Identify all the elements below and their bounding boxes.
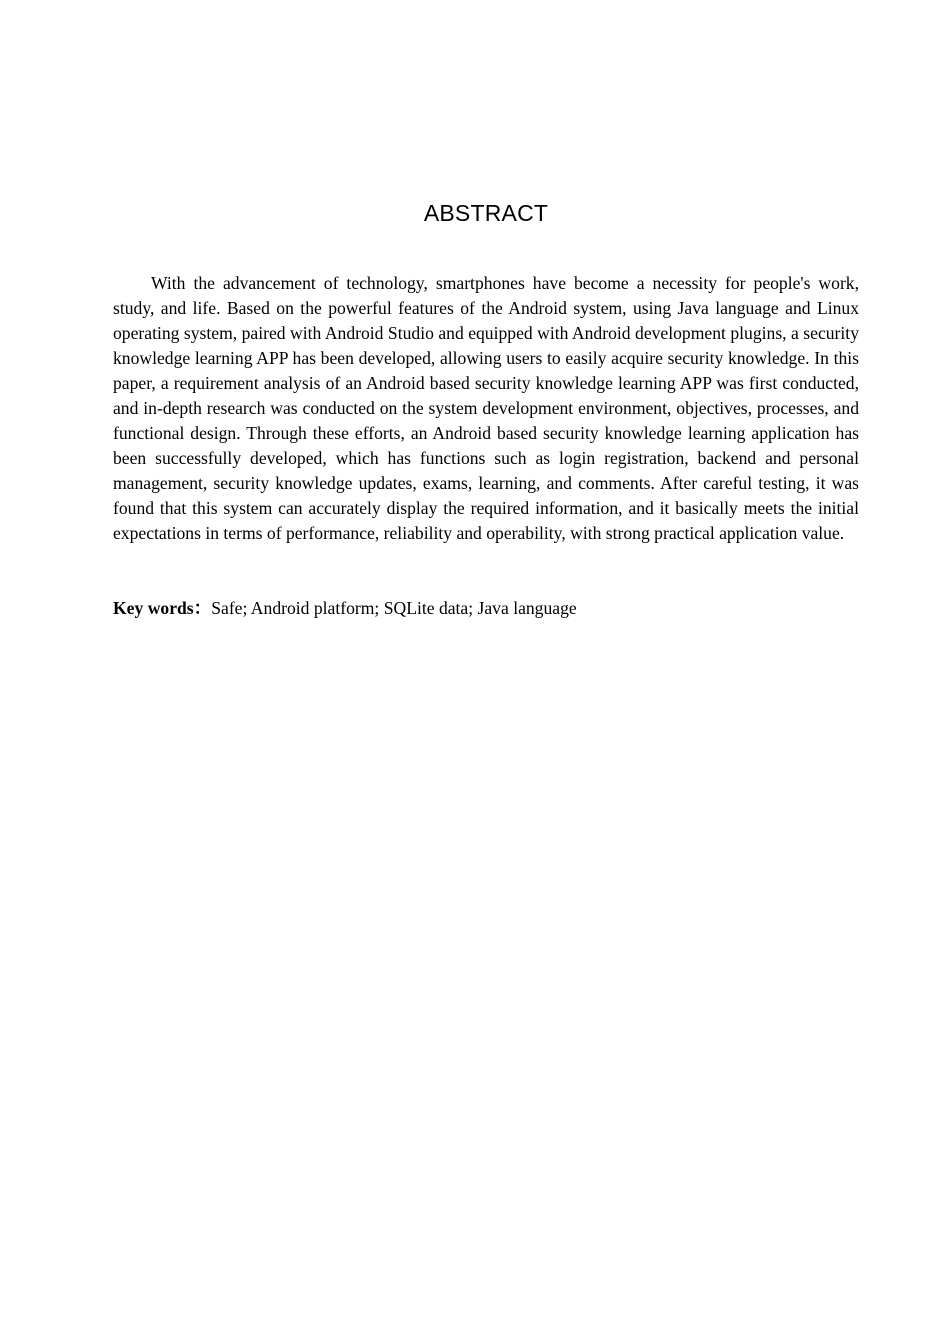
keywords-label: Key words： [113, 598, 212, 618]
keywords-line [113, 596, 859, 621]
keywords-text: Safe; Android platform; SQLite data; Java language [211, 598, 577, 618]
abstract-title: ABSTRACT [423, 200, 549, 226]
abstract-body: With the advancement of technology, smartphones have become a necessity for people's work, study, and life. Based on the powerful features of the Android system, using Java language and Linux operating system, paired with Android Studio and equipped with Android development plugins, a security knowledge learning APP has been developed, allowing users to easily acquire security knowledge. In this paper, a requirement analysis of an Android based security knowledge learning APP was first conducted, and in-depth research was conducted on the system development environment, objectives, processes, and functional design. Through these efforts, an Android based security knowledge learning application has been successfully developed, which has functions such as login registration, backend and personal management, security knowledge updates, exams, learning, and comments. After careful testing, it was found that this system can accurately display the required information, and it basically meets the initial expectations in terms of performance, reliability and operability, with strong practical application value. [113, 273, 859, 543]
